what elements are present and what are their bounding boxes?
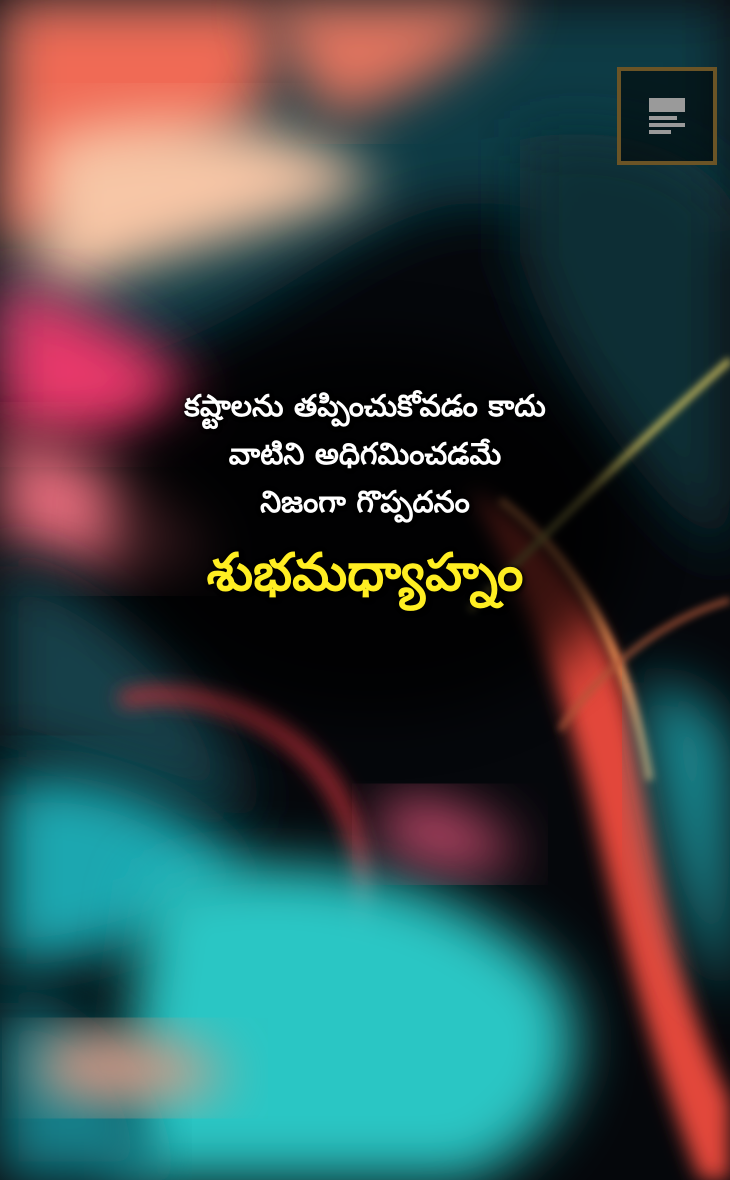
quote-line-2: వాటిని అధిగమించడమే xyxy=(228,437,502,472)
logo-badge xyxy=(617,67,717,165)
quote-text xyxy=(0,383,730,527)
greeting-title: శుభమధ్యాహ్నం xyxy=(206,543,524,603)
quote-line-3: నిజంగా గొప్పదనం xyxy=(260,485,470,520)
document-icon xyxy=(645,94,689,138)
quote-line-1: కష్టాలను తప్పించుకోవడం కాదు xyxy=(184,389,546,424)
